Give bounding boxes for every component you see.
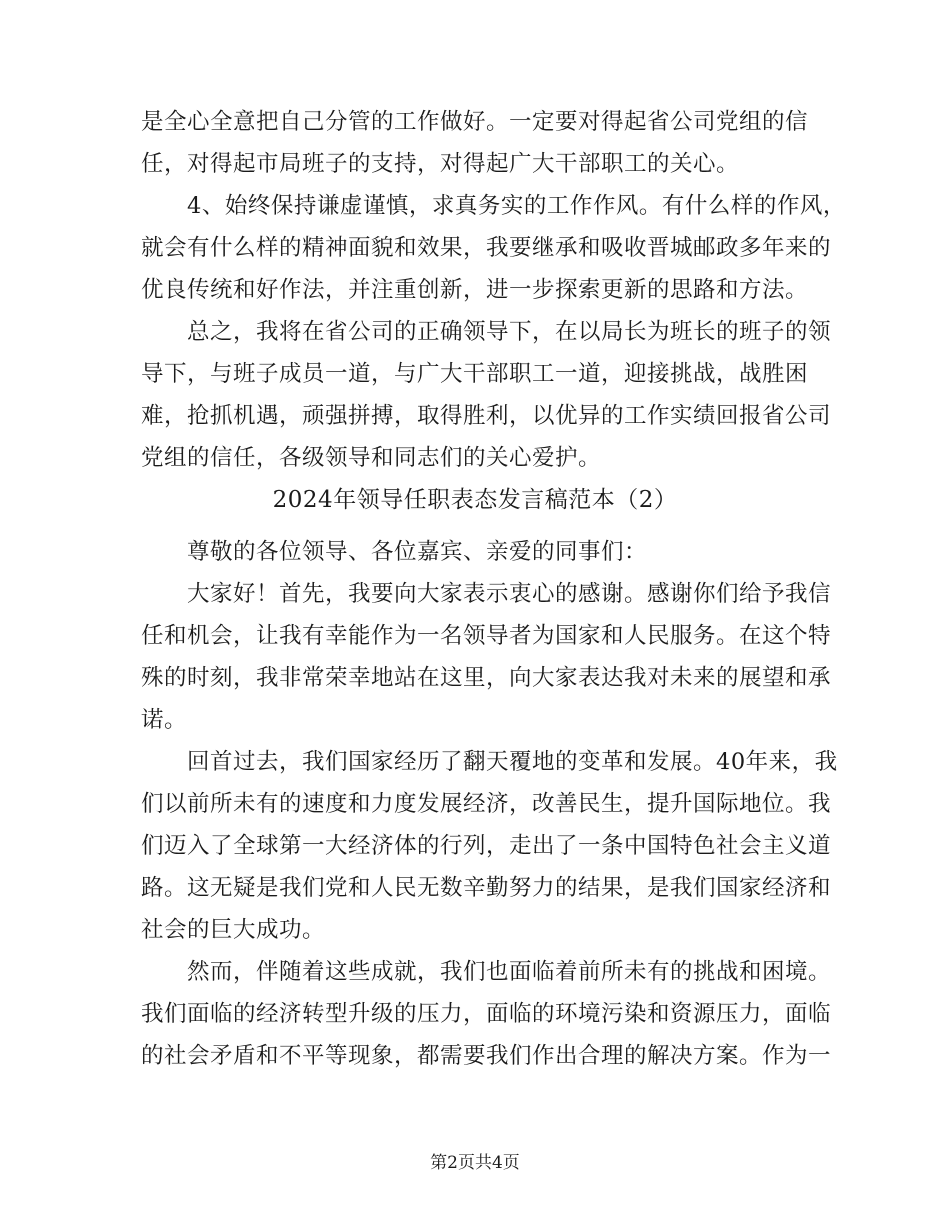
body-line: 党组的信任，各级领导和同志们的关心爱护。: [141, 445, 602, 471]
paragraph-first-line: 然而，伴随着这些成就，我们也面临着前所未有的挑战和困境。: [187, 959, 832, 985]
body-line: 难，抢抓机遇，顽强拼搏，取得胜利，以优异的工作实绩回报省公司: [141, 403, 832, 429]
salutation: 尊敬的各位领导、各位嘉宾、亲爱的同事们：: [187, 539, 648, 565]
paragraph-first-line: 总之，我将在省公司的正确领导下，在以局长为班长的班子的领: [187, 319, 832, 345]
body-line: 我们面临的经济转型升级的压力，面临的环境污染和资源压力，面临: [141, 1001, 832, 1027]
body-line: 社会的巨大成功。: [141, 917, 326, 943]
body-line: 们迈入了全球第一大经济体的行列，走出了一条中国特色社会主义道: [141, 833, 832, 859]
body-line: 的社会矛盾和不平等现象，都需要我们作出合理的解决方案。作为一: [141, 1043, 832, 1069]
body-line: 就会有什么样的精神面貌和效果，我要继承和吸收晋城邮政多年来的: [141, 235, 832, 261]
section-title: 2024年领导任职表态发言稿范本（2）: [272, 487, 678, 513]
body-line: 是全心全意把自己分管的工作做好。一定要对得起省公司党组的信: [141, 109, 809, 135]
paragraph-first-line: 4、始终保持谦虚谨慎，求真务实的工作作风。有什么样的作风，: [187, 193, 846, 219]
body-line: 任，对得起市局班子的支持，对得起广大干部职工的关心。: [141, 151, 740, 177]
body-line: 优良传统和好作法，并注重创新，进一步探索更新的思路和方法。: [141, 277, 809, 303]
body-line: 诺。: [141, 707, 188, 733]
body-line: 任和机会，让我有幸能作为一名领导者为国家和人民服务。在这个特: [141, 623, 832, 649]
paragraph-first-line: 回首过去，我们国家经历了翻天覆地的变革和发展。40年来，我: [187, 749, 838, 775]
body-line: 导下，与班子成员一道，与广大干部职工一道，迎接挑战，战胜困: [141, 361, 809, 387]
body-line: 殊的时刻，我非常荣幸地站在这里，向大家表达我对未来的展望和承: [141, 665, 832, 691]
page-number-footer: 第2页共4页: [430, 1153, 520, 1173]
body-line: 们以前所未有的速度和力度发展经济，改善民生，提升国际地位。我: [141, 791, 832, 817]
paragraph-first-line: 大家好！首先，我要向大家表示衷心的感谢。感谢你们给予我信: [187, 581, 832, 607]
body-line: 路。这无疑是我们党和人民无数辛勤努力的结果，是我们国家经济和: [141, 875, 832, 901]
